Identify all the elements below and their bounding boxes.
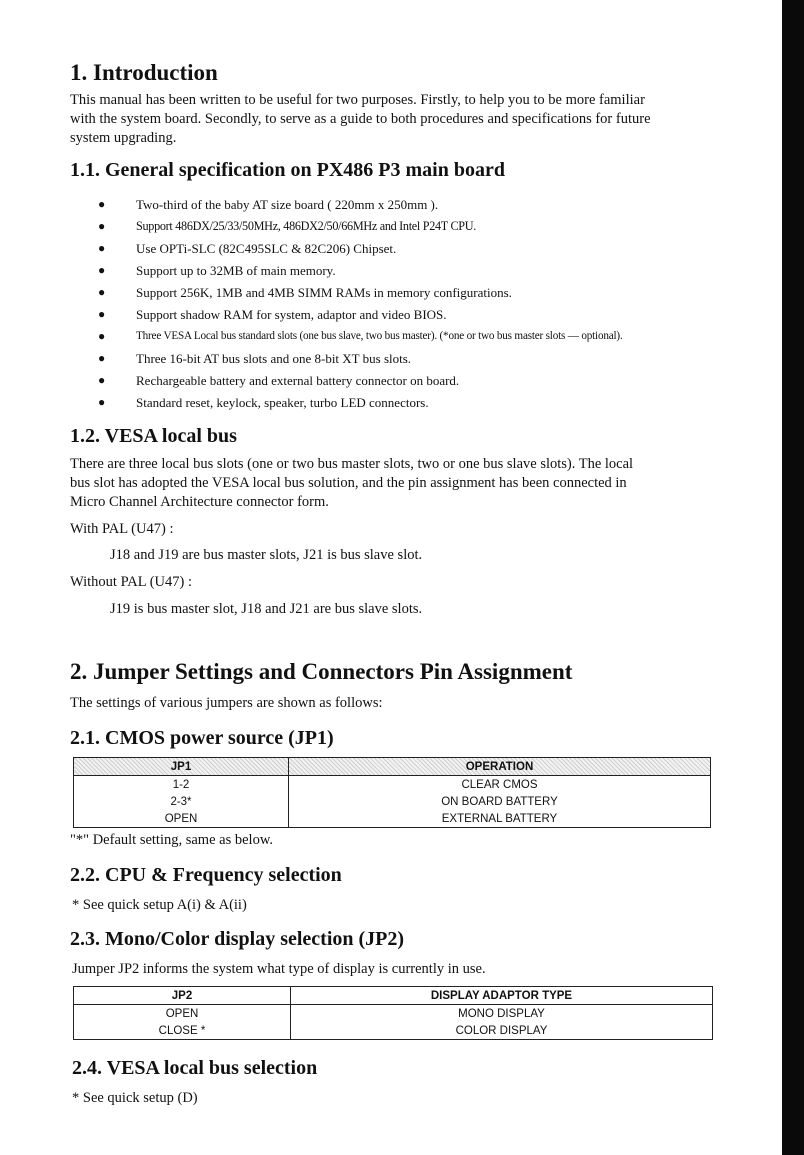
table-cell: OPEN (74, 810, 289, 828)
vesa-selection-heading: 2.4. VESA local bus selection (72, 1057, 318, 1079)
scan-dark-edge (782, 0, 804, 1155)
table-header: JP1 (74, 758, 289, 776)
spec-item: Support 486DX/25/33/50MHz, 486DX2/50/66MHz and Intel P24T CPU. (136, 219, 477, 233)
table-cell: EXTERNAL BATTERY (289, 810, 711, 828)
display-table (73, 986, 713, 1040)
mono-heading: 2.3. Mono/Color display selection (JP2) (70, 928, 405, 950)
table-row (74, 1022, 713, 1040)
spec-item: Two-third of the baby AT size board ( 220mm x 250mm ). (136, 197, 439, 212)
table-header: OPERATION (289, 758, 711, 776)
bullet-icon: ● (98, 285, 106, 299)
without-pal-label: Without PAL (U47) : (70, 574, 192, 590)
bullet-icon: ● (98, 197, 106, 211)
vesa-line-1: There are three local bus slots (one or two bus master slots, two or one bus slave slots). The local (70, 456, 634, 472)
vesa-selection-note: * See quick setup (D) (72, 1090, 198, 1106)
bullet-icon: ● (98, 329, 106, 343)
bullet-icon: ● (98, 351, 106, 365)
with-pal-label: With PAL (U47) : (70, 521, 174, 537)
table-cell: COLOR DISPLAY (291, 1022, 713, 1040)
default-setting-note: "*" Default setting, same as below. (70, 832, 273, 848)
table-row (74, 810, 711, 828)
table-row (74, 1005, 713, 1023)
table-row (74, 776, 711, 794)
intro-heading: 1. Introduction (70, 60, 218, 85)
jumpers-intro: The settings of various jumpers are shown as follows: (70, 695, 383, 711)
spec-heading: 1.1. General specification on PX486 P3 main board (70, 159, 505, 181)
cmos-table (73, 757, 711, 828)
spec-item: Support shadow RAM for system, adaptor and video BIOS. (136, 307, 447, 322)
table-cell: ON BOARD BATTERY (289, 793, 711, 810)
table-header: DISPLAY ADAPTOR TYPE (291, 987, 713, 1005)
spec-item: Rechargeable battery and external battery connector on board. (136, 373, 460, 388)
spec-item: Three 16-bit AT bus slots and one 8-bit XT bus slots. (136, 351, 412, 366)
spec-item: Support 256K, 1MB and 4MB SIMM RAMs in memory configurations. (136, 285, 512, 300)
spec-item: Standard reset, keylock, speaker, turbo LED connectors. (136, 395, 429, 410)
with-pal-detail: J18 and J19 are bus master slots, J21 is bus slave slot. (110, 547, 423, 563)
table-cell: CLEAR CMOS (289, 776, 711, 794)
intro-line-2: with the system board. Secondly, to serve as a guide to both procedures and specifications for future (70, 111, 651, 127)
bullet-icon: ● (98, 307, 106, 321)
table-header: JP2 (74, 987, 291, 1005)
vesa-heading: 1.2. VESA local bus (70, 425, 237, 447)
without-pal-detail: J19 is bus master slot, J18 and J21 are bus slave slots. (110, 601, 423, 617)
vesa-line-3: Micro Channel Architecture connector form. (70, 494, 329, 510)
vesa-line-2: bus slot has adopted the VESA local bus solution, and the pin assignment has been connected in (70, 475, 627, 491)
intro-line-1: This manual has been written to be useful for two purposes. Firstly, to help you to be more familiar (70, 92, 645, 108)
bullet-icon: ● (98, 263, 106, 277)
table-header-row (74, 987, 713, 1005)
table-row (74, 793, 711, 810)
spec-item: Three VESA Local bus standard slots (one bus slave, two bus master). (*one or two bus master slots — optional). (136, 330, 623, 342)
mono-intro: Jumper JP2 informs the system what type of display is currently in use. (72, 961, 486, 977)
cpu-heading: 2.2. CPU & Frequency selection (70, 864, 342, 886)
bullet-icon: ● (98, 241, 106, 255)
bullet-icon: ● (98, 373, 106, 387)
table-cell: CLOSE * (74, 1022, 291, 1040)
cpu-note: * See quick setup A(i) & A(ii) (72, 897, 247, 913)
table-cell: OPEN (74, 1005, 291, 1023)
bullet-icon: ● (98, 219, 106, 233)
spec-item: Support up to 32MB of main memory. (136, 263, 336, 278)
table-cell: 1-2 (74, 776, 289, 794)
table-header-row (74, 758, 711, 776)
bullet-icon: ● (98, 395, 106, 409)
jumpers-heading: 2. Jumper Settings and Connectors Pin Assignment (70, 659, 573, 684)
intro-line-3: system upgrading. (70, 130, 177, 146)
spec-item: Use OPTi-SLC (82C495SLC & 82C206) Chipset. (136, 241, 397, 256)
cmos-heading: 2.1. CMOS power source (JP1) (70, 727, 334, 749)
table-cell: MONO DISPLAY (291, 1005, 713, 1023)
table-cell: 2-3* (74, 793, 289, 810)
